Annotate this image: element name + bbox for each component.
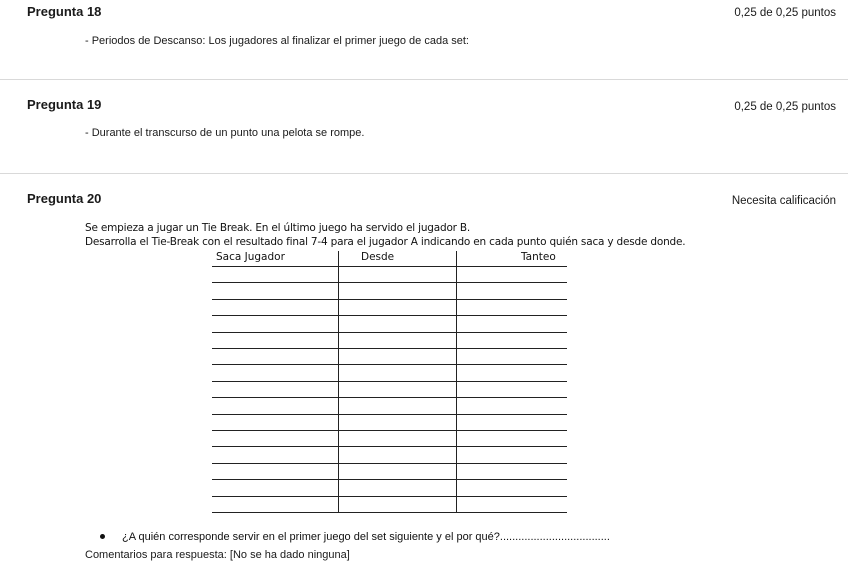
question-title: Pregunta 19 (27, 97, 102, 112)
question-title: Pregunta 18 (27, 4, 102, 19)
question-divider (0, 173, 848, 174)
table-row-line (212, 381, 567, 382)
table-header-desde: Desde (361, 251, 395, 263)
table-row-line (212, 364, 567, 365)
bullet-icon (100, 534, 105, 539)
table-header-tanteo: Tanteo (521, 251, 556, 263)
table-column-divider (338, 251, 339, 513)
table-row-line (212, 463, 567, 464)
response-comments: Comentarios para respuesta: [No se ha dado ninguna] (85, 549, 350, 561)
table-row-line (212, 479, 567, 480)
question-text-line-2: Desarrolla el Tie-Break con el resultado final 7-4 para el jugador A indicando en cada punto quién saca y desde donde. (85, 236, 686, 248)
table-row-line (212, 315, 567, 316)
table-row-line (212, 266, 567, 267)
table-row-line (212, 332, 567, 333)
question-text-line-1: Se empieza a jugar un Tie Break. En el último juego ha servido el jugador B. (85, 222, 471, 234)
question-score: 0,25 de 0,25 puntos (734, 101, 836, 113)
table-row-line (212, 282, 567, 283)
table-row-line (212, 348, 567, 349)
question-title: Pregunta 20 (27, 191, 102, 206)
question-divider (0, 79, 848, 80)
question-score: 0,25 de 0,25 puntos (734, 7, 836, 19)
table-row-line (212, 446, 567, 447)
table-header-saca-jugador: Saca Jugador (216, 251, 285, 263)
table-row-line (212, 397, 567, 398)
question-text: - Periodos de Descanso: Los jugadores al finalizar el primer juego de cada set: (85, 35, 469, 47)
question-score: Necesita calificación (731, 195, 836, 207)
table-row-line (212, 299, 567, 300)
table-column-divider (456, 251, 457, 513)
table-row-line (212, 414, 567, 415)
bullet-question (100, 531, 610, 543)
table-row-line (212, 512, 567, 513)
table-row-line (212, 496, 567, 497)
bullet-text: ¿A quién corresponde servir en el primer juego del set siguiente y el por qué?.................................... (122, 531, 610, 543)
question-text: - Durante el transcurso de un punto una pelota se rompe. (85, 127, 365, 139)
table-row-line (212, 430, 567, 431)
